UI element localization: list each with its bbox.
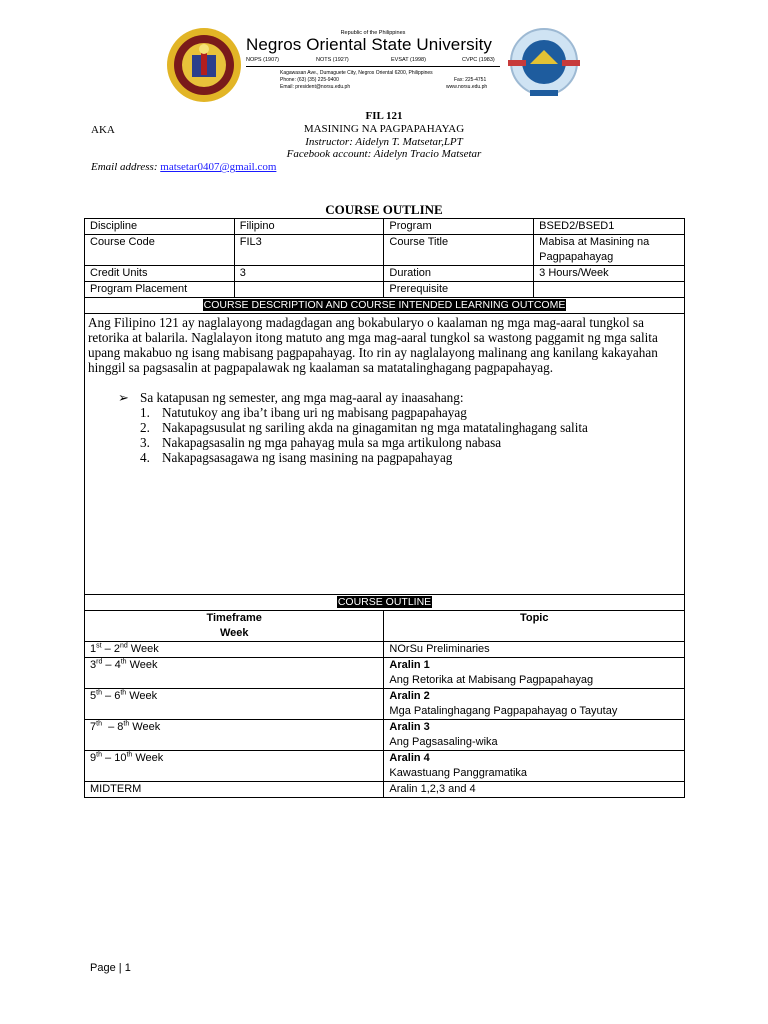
history-item: CVPC (1983) xyxy=(462,57,495,63)
week-cell: 1st – 2nd Week xyxy=(85,642,384,658)
week-cell: 7th – 8th Week xyxy=(85,720,384,751)
description-text: Ang Filipino 121 ay naglalayong madagdagan ang bokabularyo o kaalaman ng mga mag-aaral tungkol sa retorika at balarila. Naglalayon itong matuto ang mga mag-aaral tungkol sa wastong paggamit ng mga salita upang makabuo ng isang mabisang pagpapahayag. Ito rin ay naglalayong malinang ang kanilang kakayahan hinggil sa pagsasalin at pagpapalawak ng kaalaman sa matatalinghagang pagpapahayag. xyxy=(88,315,658,375)
cell: Mabisa at Masining na Pagpapahayag xyxy=(534,235,685,266)
course-code-heading: FIL 121 xyxy=(365,110,403,122)
university-header xyxy=(246,30,500,96)
instructor-line: Instructor: Aidelyn T. Matsetar,LPT xyxy=(305,136,463,148)
schedule-row xyxy=(85,642,685,658)
cell: Course Title xyxy=(384,235,534,266)
website-line: www.norsu.edu.ph xyxy=(446,84,488,90)
cell: BSED2/BSED1 xyxy=(534,219,685,235)
info-row xyxy=(85,235,685,266)
cell: Prerequisite xyxy=(384,282,534,298)
email-link[interactable]: matsetar0407@gmail.com xyxy=(160,161,277,173)
midterm-row xyxy=(85,782,685,798)
cell xyxy=(234,282,384,298)
history-item: NOPS (1907) xyxy=(246,57,280,63)
page-footer: Page | 1 xyxy=(90,962,131,974)
university-seal-logo xyxy=(166,27,242,103)
header-divider xyxy=(246,66,500,67)
description-cell xyxy=(85,314,685,595)
outline-title: COURSE OUTLINE xyxy=(325,202,443,217)
phone-line: Phone: (63) (35) 225-9400 xyxy=(280,77,339,83)
outcome-item: 1. Natutukoy ang iba’t ibang uri ng mabisang pagpapahayag xyxy=(140,405,467,420)
info-row xyxy=(85,266,685,282)
course-title-heading: MASINING NA PAGPAPAHAYAG xyxy=(303,123,465,135)
midterm-label: MIDTERM xyxy=(85,782,384,798)
facebook-line: Facebook account: Aidelyn Tracio Matsetar xyxy=(286,148,482,160)
topic-cell: NOrSu Preliminaries xyxy=(384,642,685,658)
cell: Discipline xyxy=(85,219,235,235)
outcome-item: 4. Nakapagsasagawa ng isang masining na pagpapahayag xyxy=(140,450,453,465)
cell xyxy=(534,282,685,298)
email-label: Email address: xyxy=(91,161,158,173)
cell: Program xyxy=(384,219,534,235)
topic-header: Topic xyxy=(384,611,685,642)
cell: Duration xyxy=(384,266,534,282)
email-row xyxy=(91,161,276,173)
outcomes-intro: ➢ Sa katapusan ng semester, ang mga mag-aaral ay inaasahang: xyxy=(118,390,464,405)
description-header: COURSE DESCRIPTION AND COURSE INTENDED LEARNING OUTCOME xyxy=(85,298,685,314)
topic-cell: Aralin 2 Mga Patalinghagang Pagpapahayag o Tayutay xyxy=(384,689,685,720)
info-row xyxy=(85,219,685,235)
outcomes-list xyxy=(88,405,681,465)
history-item: EVSAT (1998) xyxy=(391,57,426,63)
week-cell: 3rd – 4th Week xyxy=(85,658,384,689)
schedule-columns xyxy=(85,611,685,642)
schedule-row xyxy=(85,658,685,689)
college-seal-logo xyxy=(500,24,588,104)
schedule-header: COURSE OUTLINE xyxy=(85,595,685,611)
address-line: Kagawasan Ave., Dumaguete City, Negros Oriental 6200, Philippines xyxy=(280,70,433,76)
cell: Program Placement xyxy=(85,282,235,298)
schedule-row xyxy=(85,720,685,751)
timeframe-header: Timeframe Week xyxy=(85,611,384,642)
republic-label: Republic of the Philippines xyxy=(340,30,406,36)
cell: Filipino xyxy=(234,219,384,235)
cell: FIL3 xyxy=(234,235,384,266)
cell: 3 Hours/Week xyxy=(534,266,685,282)
outcome-item: 3. Nakapagsasalin ng mga pahayag mula sa mga artikulong nabasa xyxy=(140,435,502,450)
history-item: NOTS (1927) xyxy=(316,57,349,63)
outcome-item: 2. Nakapagsusulat ng sariling akda na ginagamitan ng mga matatalinghagang salita xyxy=(140,420,588,435)
schedule-row xyxy=(85,689,685,720)
cell: Credit Units xyxy=(85,266,235,282)
aka-label: AKA xyxy=(91,124,115,136)
fax-line: Fax: 225-4751 xyxy=(454,77,487,83)
topic-cell: Aralin 1 Ang Retorika at Mabisang Pagpapahayag xyxy=(384,658,685,689)
course-outline-table xyxy=(84,218,685,798)
topic-cell: Aralin 4 Kawastuang Panggramatika xyxy=(384,751,685,782)
week-cell: 5th – 6th Week xyxy=(85,689,384,720)
schedule-row xyxy=(85,751,685,782)
midterm-topic: Aralin 1,2,3 and 4 xyxy=(384,782,685,798)
email-line: Email: president@norsu.edu.ph xyxy=(280,84,351,90)
university-name: Negros Oriental State University xyxy=(246,35,493,54)
topic-cell: Aralin 3 Ang Pagsasaling-wika xyxy=(384,720,685,751)
page-label: Page xyxy=(90,962,116,974)
page-number: 1 xyxy=(124,962,131,974)
info-row xyxy=(85,282,685,298)
cell: 3 xyxy=(234,266,384,282)
cell: Course Code xyxy=(85,235,235,266)
week-cell: 9th – 10th Week xyxy=(85,751,384,782)
